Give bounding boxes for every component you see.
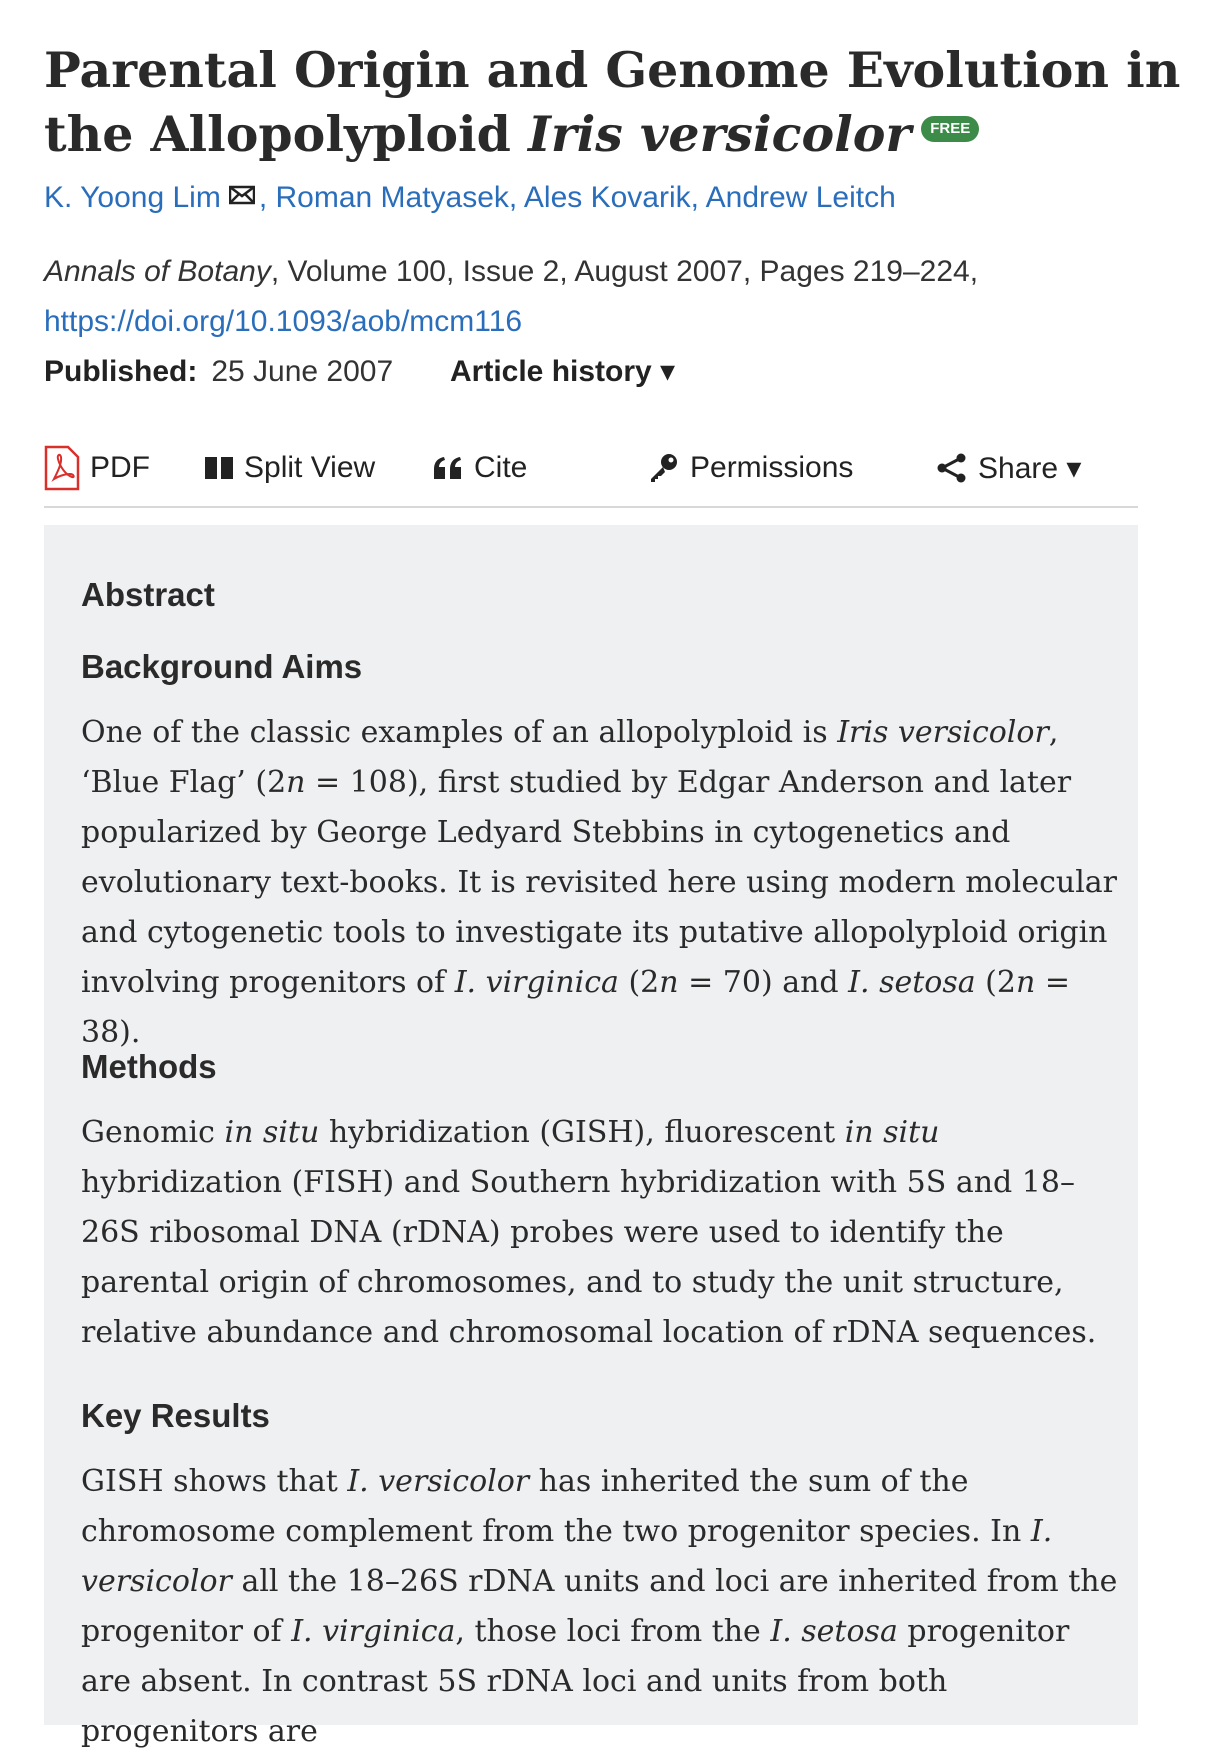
- author-link[interactable]: K. Yoong Lim: [44, 181, 221, 214]
- cite-label: Cite: [474, 451, 528, 484]
- author-link[interactable]: Andrew Leitch: [705, 181, 896, 214]
- article-title: [44, 38, 1184, 166]
- quote-icon: [432, 455, 464, 481]
- mail-icon[interactable]: [229, 176, 255, 216]
- citation-line: [44, 252, 978, 292]
- background-aims-heading: Background Aims: [81, 648, 363, 685]
- citation-details: , Volume 100, Issue 2, August 2007, Pages 219–224,: [270, 255, 979, 288]
- publication-row: [44, 352, 676, 392]
- share-button[interactable]: [936, 440, 1081, 496]
- author-link[interactable]: Ales Kovarik,: [523, 181, 706, 214]
- split-view-button[interactable]: [204, 440, 375, 496]
- methods-heading: Methods: [81, 1048, 217, 1085]
- journal-name: Annals of Botany: [44, 255, 271, 288]
- pdf-label: PDF: [90, 451, 150, 484]
- pdf-button[interactable]: [44, 440, 150, 496]
- author-list: [44, 178, 896, 219]
- abstract-heading: Abstract: [81, 576, 215, 613]
- article-history-toggle[interactable]: Article history ▾: [450, 355, 676, 388]
- split-view-label: Split View: [244, 451, 376, 484]
- permissions-label: Permissions: [690, 451, 854, 484]
- split-view-icon: [204, 455, 234, 481]
- published-date: 25 June 2007: [211, 355, 394, 388]
- doi-link[interactable]: https://doi.org/10.1093/aob/mcm116: [44, 305, 523, 338]
- pdf-icon: [44, 445, 80, 491]
- author-link[interactable]: , Roman Matyasek,: [258, 181, 524, 214]
- abstract-panel: [44, 525, 1138, 1749]
- published-label: Published:: [44, 355, 198, 388]
- permissions-button[interactable]: [648, 440, 853, 496]
- cite-button[interactable]: [432, 440, 527, 496]
- share-label: Share ▾: [978, 451, 1082, 485]
- free-badge: FREE: [921, 116, 979, 142]
- key-results-heading: Key Results: [81, 1397, 270, 1434]
- title-text: Parental Origin and Genome Evolution in the Allopolyploid: [44, 41, 1181, 163]
- title-species: Iris versicolor: [527, 105, 912, 163]
- key-results-text: GISH shows that I. versicolor has inherited the sum of the chromosome complement from the two progenitor species. In I. versicolor all the 18–26S rDNA units and loci are inherited from the progenitor of I. virginica, those loci from the I. setosa progenitor are absent. In contrast 5S rDNA loci and units from both progenitors are: [81, 1464, 1118, 1749]
- article-toolbar: [44, 440, 1138, 508]
- methods-text: Genomic in situ hybridization (GISH), fluorescent in situ hybridization (FISH) and Southern hybridization with 5S and 18–26S ribosomal DNA (rDNA) probes were used to identify the parental origin of chromosomes, and to study the unit structure, relative abundance and chromosomal location of rDNA sequences.: [81, 1115, 1097, 1350]
- key-icon: [648, 452, 680, 484]
- share-icon: [936, 452, 968, 484]
- background-aims-text: One of the classic examples of an allopolyploid is Iris versicolor, ‘Blue Flag’ (2n = 108), first studied by Edgar Anderson and later popularized by George Ledyard Stebbins in cytogenetics and evolutionary text-books. It is revisited here using modern molecular and cytogenetic tools to investigate its putative allopolyploid origin involving progenitors of I. virginica (2n = 70) and I. setosa (2n = 38).: [81, 715, 1118, 1050]
